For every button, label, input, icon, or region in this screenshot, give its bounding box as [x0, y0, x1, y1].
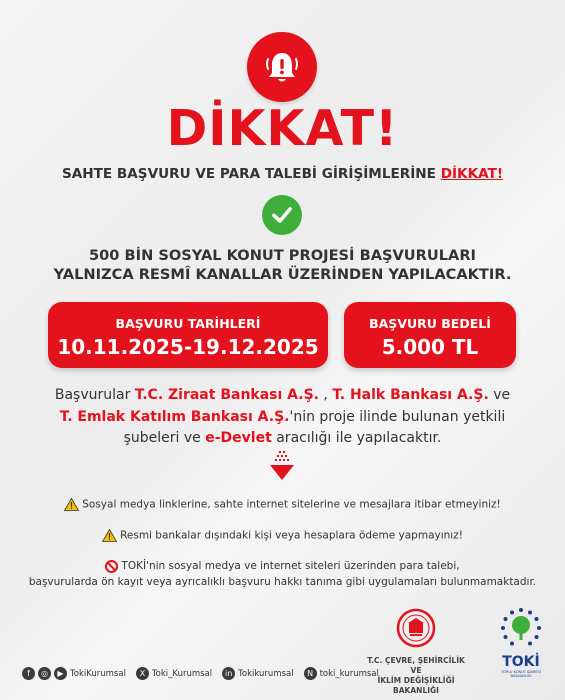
toki-name: TOKİ [502, 654, 540, 670]
x-icon: X [136, 667, 149, 680]
facebook-icon: f [22, 667, 35, 680]
application-paragraph [40, 385, 525, 450]
warning-text-3a: TOKİ'nin sosyal medya ve internet siteleri üzerinden para talebi, [121, 560, 460, 572]
headline [0, 246, 565, 284]
handle-1: TokiKurumsal [70, 668, 126, 679]
social-footer [22, 667, 389, 680]
application-fee-box [344, 302, 516, 368]
para-text: Başvurular [54, 387, 135, 403]
handle-4: toki_kurumsal [319, 668, 379, 679]
handle-2: Toki_Kurumsal [151, 668, 213, 679]
ministry-logo [366, 608, 466, 696]
warning-banks [0, 529, 565, 542]
headline-line-2: YALNIZCA RESMÎ KANALLAR ÜZERİNDEN YAPILACAKTIR. [53, 266, 512, 283]
warning-text-3b: başvurularda ön kayıt veya ayrıcalıklı başvuru hakkı tanıma gibi uygulamaları bulunmamaktadır. [28, 576, 537, 588]
no-entry-icon [105, 560, 118, 573]
para-text: aracılığı ile yapılacaktır. [271, 430, 442, 446]
headline-line-1: 500 BİN SOSYAL KONUT PROJESİ BAŞVURULARI [88, 247, 476, 264]
fee-label: BAŞVURU BEDELİ [369, 316, 491, 331]
alarm-bell-icon [247, 32, 317, 102]
toki-logo [496, 606, 546, 678]
para-text: ve [488, 387, 511, 403]
instagram-icon: ◎ [38, 667, 51, 680]
application-dates-box [48, 302, 328, 368]
toki-subtitle: TOPLU KONUT İDARESİ BAŞKANLIĞI [501, 670, 541, 678]
warning-text-2: Resmi bankalar dışındaki kişi veya hesaplara ödeme yapmayınız! [120, 529, 463, 542]
subtitle-text: SAHTE BAŞVURU VE PARA TALEBİ GİRİŞİMLERİNE [61, 166, 441, 182]
fee-value: 5.000 TL [381, 335, 479, 359]
dates-label: BAŞVURU TARİHLERİ [115, 316, 261, 331]
bank-halk: T. Halk Bankası A.Ş. [332, 387, 489, 403]
social-group-1[interactable] [22, 667, 126, 680]
subtitle [0, 166, 565, 182]
social-group-x[interactable] [136, 667, 212, 680]
warning-icon [64, 498, 79, 511]
ministry-line-1: T.C. ÇEVRE, ŞEHİRCİLİK VE [367, 656, 465, 675]
down-arrow-icon [269, 451, 295, 481]
toki-emblem-icon [498, 606, 544, 652]
social-group-nsosyal[interactable] [304, 667, 379, 680]
warning-icon [102, 529, 117, 542]
social-group-linkedin[interactable] [222, 667, 293, 680]
check-icon [262, 195, 302, 235]
warning-toki [0, 558, 565, 590]
e-devlet-text: e-Devlet [205, 430, 272, 446]
youtube-icon: ▶ [54, 667, 67, 680]
dates-value: 10.11.2025-19.12.2025 [57, 335, 319, 359]
para-text: şubeleri ve [123, 430, 206, 446]
nsosyal-icon: N [304, 667, 317, 680]
linkedin-icon: in [222, 667, 235, 680]
subtitle-highlight: DİKKAT! [440, 166, 504, 182]
bank-emlak: T. Emlak Katılım Bankası A.Ş. [59, 408, 290, 425]
ministry-seal-icon [396, 608, 436, 648]
page-title: DİKKAT! [166, 100, 399, 157]
para-text: , [318, 387, 333, 403]
para-text: 'nin proje ilinde bulunan yetkili [289, 408, 506, 425]
warning-social-media [0, 498, 565, 511]
bank-ziraat: T.C. Ziraat Bankası A.Ş. [134, 387, 319, 403]
warning-text-1: Sosyal medya linklerine, sahte internet sitelerine ve mesajlara itibar etmeyiniz! [82, 498, 501, 511]
ministry-line-2: İKLİM DEĞİŞİKLİĞİ BAKANLIĞI [377, 676, 455, 695]
handle-3: Tokikurumsal [238, 668, 294, 679]
